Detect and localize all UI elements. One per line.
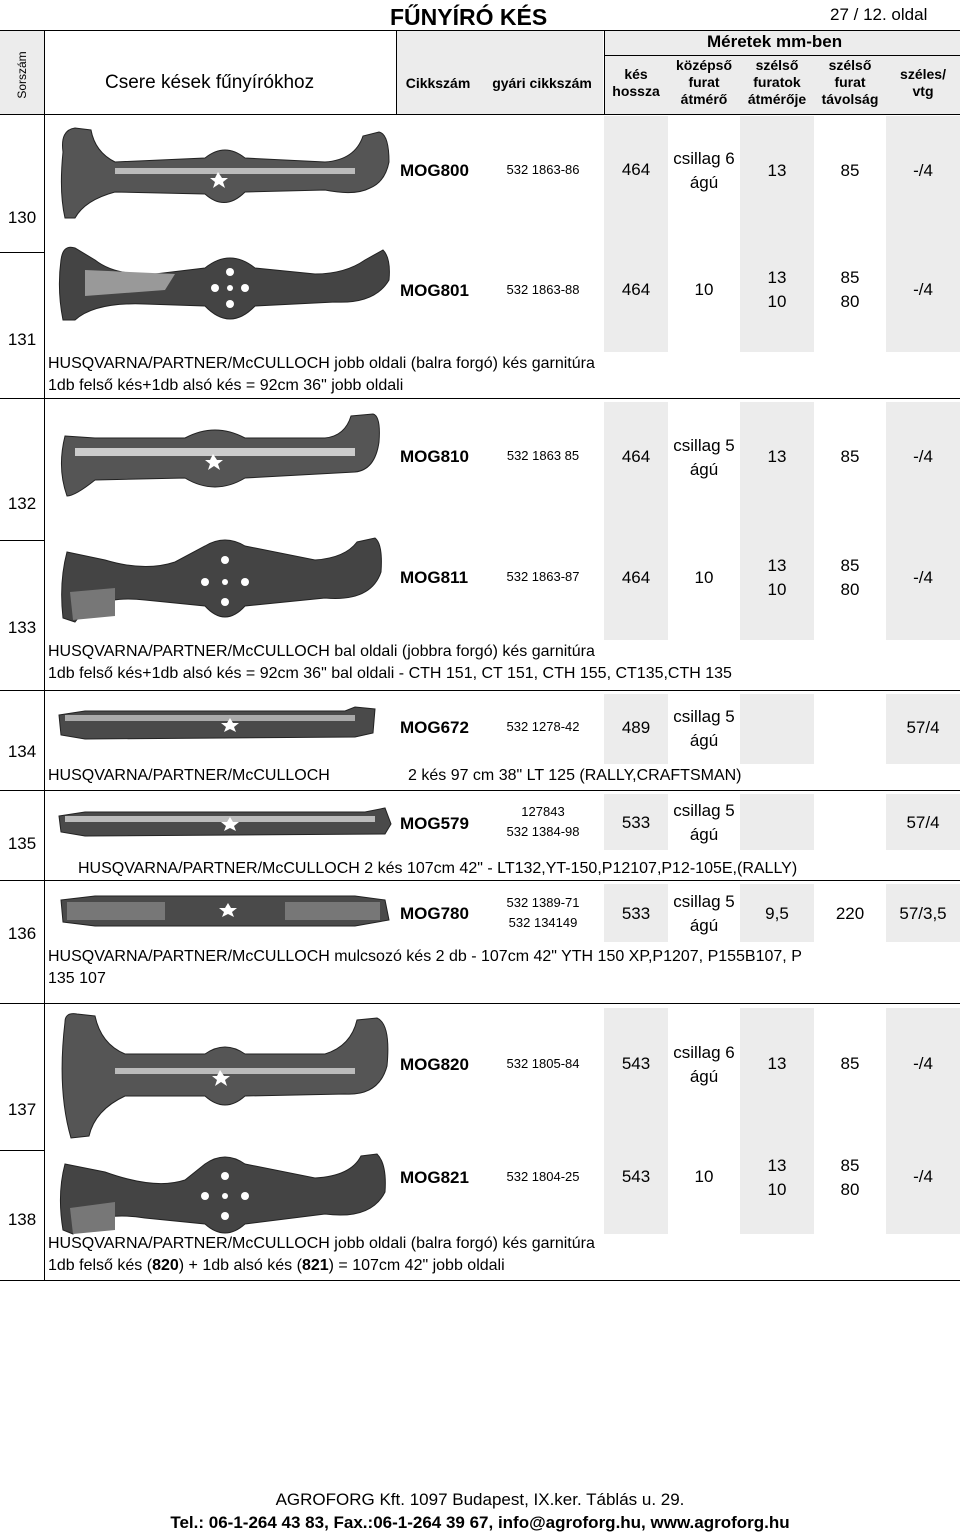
note-part-bold: 821 bbox=[301, 1257, 329, 1274]
gyari-cikkszam-2: 532 1384-98 bbox=[506, 824, 580, 839]
szeles-vtg: 57/4 bbox=[906, 718, 940, 737]
blade-image bbox=[55, 408, 395, 512]
col-gyari-header: gyári cikkszám bbox=[492, 75, 592, 91]
row-note: HUSQVARNA/PARTNER/McCULLOCH 2 kés 107cm 42" - LT132,YT-150,P12107,P12-105E,(RALLY) bbox=[78, 860, 798, 877]
szelso-furat: 13 bbox=[767, 161, 787, 180]
kes-hossza: 543 bbox=[621, 1167, 651, 1186]
kozepso-furat-1: csillag 5 bbox=[673, 436, 735, 455]
blade-image bbox=[55, 240, 395, 340]
grid-line bbox=[0, 880, 960, 881]
row-note: HUSQVARNA/PARTNER/McCULLOCH bbox=[48, 767, 330, 784]
blade-image bbox=[55, 122, 395, 230]
col-shade bbox=[740, 694, 814, 764]
kes-hossza: 464 bbox=[621, 160, 651, 179]
row-number: 133 bbox=[7, 618, 37, 637]
col-szeles-label-2: vtg bbox=[912, 83, 934, 99]
kozepso-furat: 10 bbox=[694, 280, 714, 299]
kozepso-furat bbox=[668, 705, 740, 753]
gyari-cikkszam bbox=[486, 893, 600, 933]
col-shade bbox=[886, 1008, 960, 1234]
szelso-furat: 13 bbox=[767, 447, 787, 466]
gyari-cikkszam-1: 127843 bbox=[521, 804, 565, 819]
col-hossz-header bbox=[604, 66, 668, 100]
row-note: HUSQVARNA/PARTNER/McCULLOCH jobb oldali (balra forgó) kés garnitúra bbox=[48, 355, 595, 372]
szeles-vtg: -/4 bbox=[913, 568, 933, 587]
furat-tavolsag: 220 bbox=[835, 904, 865, 923]
col-szelso-label-3: átmérője bbox=[747, 91, 807, 107]
furat-tavolsag bbox=[815, 266, 885, 314]
szelso-furat bbox=[740, 1154, 814, 1202]
page-number: 27 / 12. oldal bbox=[830, 5, 928, 24]
gyari-cikkszam: 532 1863 85 bbox=[506, 448, 580, 463]
szeles-vtg: -/4 bbox=[913, 447, 933, 466]
blade-image bbox=[55, 1010, 395, 1144]
szelso-furat-2: 10 bbox=[767, 1180, 787, 1199]
grid-line bbox=[604, 30, 605, 114]
col-szeles-header bbox=[886, 66, 960, 100]
furat-tavolsag-2: 80 bbox=[840, 580, 860, 599]
cikkszam: MOG810 bbox=[400, 447, 469, 466]
col-szelso-label-1: szélső bbox=[755, 57, 799, 73]
row-number: 135 bbox=[7, 834, 37, 853]
kes-hossza: 489 bbox=[621, 718, 651, 737]
cikkszam: MOG811 bbox=[400, 568, 469, 587]
row-note bbox=[48, 1255, 505, 1277]
kozepso-furat bbox=[668, 799, 740, 847]
szeles-vtg: 57/3,5 bbox=[899, 904, 947, 923]
note-part: ) + 1db alsó kés ( bbox=[178, 1257, 302, 1274]
kes-hossza: 533 bbox=[621, 904, 651, 923]
szeles-vtg: -/4 bbox=[913, 1167, 933, 1186]
row-number: 131 bbox=[7, 330, 37, 349]
row-note: 1db felső kés+1db alsó kés = 92cm 36" jobb oldali bbox=[48, 377, 404, 394]
col-shade bbox=[740, 794, 814, 850]
szelso-furat: 9,5 bbox=[765, 904, 789, 923]
col-kozep-label-1: középső bbox=[675, 57, 732, 73]
col-szelso-label-2: furatok bbox=[753, 74, 801, 90]
cikkszam: MOG801 bbox=[400, 281, 469, 300]
cikkszam: MOG800 bbox=[400, 161, 469, 180]
gyari-cikkszam-1: 532 1389-71 bbox=[506, 895, 580, 910]
col-shade bbox=[886, 402, 960, 640]
szelso-furat: 13 bbox=[767, 1054, 787, 1073]
grid-line bbox=[44, 30, 45, 114]
col-shade bbox=[740, 402, 814, 640]
grid-line bbox=[44, 114, 45, 1280]
grid-line bbox=[0, 790, 960, 791]
col-tav-label-2: furat bbox=[834, 74, 866, 90]
kozepso-furat-1: csillag 5 bbox=[673, 892, 735, 911]
szelso-furat-2: 10 bbox=[767, 292, 787, 311]
szelso-furat-2: 10 bbox=[767, 580, 787, 599]
kozepso-furat bbox=[668, 434, 740, 482]
kes-hossza: 464 bbox=[621, 280, 651, 299]
footer-address: AGROFORG Kft. 1097 Budapest, IX.ker. Táblás u. 29. bbox=[275, 1490, 685, 1509]
grid-line bbox=[0, 1150, 44, 1151]
szeles-vtg: -/4 bbox=[913, 161, 933, 180]
kozepso-furat-1: csillag 6 bbox=[673, 1043, 735, 1062]
grid-line bbox=[0, 252, 44, 253]
dims-group-header: Méretek mm-ben bbox=[707, 32, 843, 51]
kozepso-furat-2: ágú bbox=[689, 460, 719, 479]
furat-tavolsag: 85 bbox=[840, 1054, 860, 1073]
row-number: 136 bbox=[7, 924, 37, 943]
furat-tavolsag bbox=[815, 554, 885, 602]
kes-hossza: 464 bbox=[621, 568, 651, 587]
row-number: 138 bbox=[7, 1210, 37, 1229]
blade-image bbox=[55, 705, 385, 747]
gyari-cikkszam: 532 1805-84 bbox=[506, 1056, 580, 1071]
gyari-cikkszam: 532 1863-86 bbox=[506, 162, 580, 177]
row-note: 2 kés 97 cm 38" LT 125 (RALLY,CRAFTSMAN) bbox=[408, 767, 742, 784]
furat-tavolsag-1: 85 bbox=[840, 1156, 860, 1175]
gyari-cikkszam: 532 1863-88 bbox=[506, 282, 580, 297]
col-hossz-label-1: kés bbox=[624, 66, 648, 82]
col-desc-header: Csere kések fűnyírókhoz bbox=[105, 72, 315, 93]
szelso-furat bbox=[740, 266, 814, 314]
grid-line bbox=[0, 114, 960, 115]
row-note: HUSQVARNA/PARTNER/McCULLOCH bal oldali (jobbra forgó) kés garnitúra bbox=[48, 643, 595, 660]
blade-image bbox=[55, 1150, 395, 1244]
row-note: 1db felső kés+1db alsó kés = 92cm 36" bal oldali - CTH 151, CT 151, CTH 155, CT135,CTH 135 bbox=[48, 665, 732, 682]
col-sorszam-label: Sorszám bbox=[15, 51, 29, 99]
furat-tavolsag-2: 80 bbox=[840, 292, 860, 311]
cikkszam: MOG672 bbox=[400, 718, 469, 737]
szeles-vtg: -/4 bbox=[913, 1054, 933, 1073]
kes-hossza: 543 bbox=[621, 1054, 651, 1073]
row-number: 137 bbox=[7, 1100, 37, 1119]
grid-line bbox=[0, 540, 44, 541]
kozepso-furat-2: ágú bbox=[689, 731, 719, 750]
blade-image bbox=[55, 804, 395, 844]
szeles-vtg: -/4 bbox=[913, 280, 933, 299]
grid-line bbox=[0, 1280, 960, 1281]
grid-line bbox=[604, 55, 960, 56]
cikkszam: MOG780 bbox=[400, 904, 469, 923]
grid-line bbox=[0, 1003, 960, 1004]
kozepso-furat-1: csillag 6 bbox=[673, 149, 735, 168]
col-kozep-label-2: furat bbox=[688, 74, 720, 90]
note-part-bold: 820 bbox=[152, 1257, 179, 1274]
kozepso-furat-2: ágú bbox=[689, 825, 719, 844]
kes-hossza: 464 bbox=[621, 447, 651, 466]
kozepso-furat bbox=[668, 147, 740, 195]
kozepso-furat-2: ágú bbox=[689, 1067, 719, 1086]
row-number: 130 bbox=[7, 208, 37, 227]
grid-line bbox=[0, 398, 960, 399]
kozepso-furat-1: csillag 5 bbox=[673, 707, 735, 726]
col-shade bbox=[604, 402, 668, 640]
gyari-cikkszam: 532 1804-25 bbox=[506, 1169, 580, 1184]
szelso-furat-1: 13 bbox=[767, 268, 787, 287]
kozepso-furat-1: csillag 5 bbox=[673, 801, 735, 820]
col-szeles-label-1: széles/ bbox=[900, 66, 946, 82]
cikkszam: MOG821 bbox=[400, 1168, 469, 1187]
col-tav-label-3: távolság bbox=[821, 91, 879, 107]
col-shade bbox=[604, 1008, 668, 1234]
page-title: FŰNYÍRÓ KÉS bbox=[390, 4, 548, 30]
note-part: 1db felső kés ( bbox=[48, 1257, 153, 1274]
footer-contact: Tel.: 06-1-264 43 83, Fax.:06-1-264 39 67, info@agroforg.hu, www.agroforg.hu bbox=[170, 1513, 790, 1532]
row-note: HUSQVARNA/PARTNER/McCULLOCH mulcsozó kés 2 db - 107cm 42" YTH 150 XP,P1207, P155B107, P bbox=[48, 948, 802, 965]
furat-tavolsag-1: 85 bbox=[840, 556, 860, 575]
cikkszam: MOG820 bbox=[400, 1055, 469, 1074]
col-shade bbox=[886, 116, 960, 352]
blade-image bbox=[55, 532, 395, 636]
kes-hossza: 533 bbox=[621, 813, 651, 832]
grid-line bbox=[0, 30, 960, 31]
cikkszam: MOG579 bbox=[400, 814, 469, 833]
row-note: HUSQVARNA/PARTNER/McCULLOCH jobb oldali (balra forgó) kés garnitúra bbox=[48, 1235, 595, 1252]
kozepso-furat bbox=[668, 1041, 740, 1089]
blade-image bbox=[55, 890, 395, 934]
col-kozep-label-3: átmérő bbox=[680, 91, 728, 107]
furat-tavolsag: 85 bbox=[840, 447, 860, 466]
grid-line bbox=[0, 690, 960, 691]
col-szelso-header bbox=[740, 57, 814, 108]
header-cell-bg bbox=[396, 30, 603, 114]
furat-tavolsag bbox=[815, 1154, 885, 1202]
kozepso-furat bbox=[668, 890, 740, 938]
col-cikkszam-header: Cikkszám bbox=[405, 75, 471, 91]
col-hossz-label-2: hossza bbox=[612, 83, 660, 99]
row-note: 135 107 bbox=[48, 970, 106, 987]
grid-line bbox=[396, 30, 397, 114]
col-tav-label-1: szélső bbox=[828, 57, 872, 73]
col-kozep-header bbox=[668, 57, 740, 108]
gyari-cikkszam: 532 1863-87 bbox=[506, 569, 580, 584]
kozepso-furat: 10 bbox=[694, 1167, 714, 1186]
col-sorszam-header bbox=[0, 51, 44, 99]
szelso-furat-1: 13 bbox=[767, 556, 787, 575]
furat-tavolsag: 85 bbox=[840, 161, 860, 180]
kozepso-furat-2: ágú bbox=[689, 916, 719, 935]
row-number: 132 bbox=[7, 494, 37, 513]
furat-tavolsag-1: 85 bbox=[840, 268, 860, 287]
col-shade bbox=[604, 116, 668, 352]
kozepso-furat: 10 bbox=[694, 568, 714, 587]
gyari-cikkszam-2: 532 134149 bbox=[508, 915, 578, 930]
szelso-furat bbox=[740, 554, 814, 602]
szelso-furat-1: 13 bbox=[767, 1156, 787, 1175]
note-part: ) = 107cm 42" jobb oldali bbox=[328, 1257, 505, 1274]
gyari-cikkszam: 532 1278-42 bbox=[506, 719, 580, 734]
col-shade bbox=[740, 116, 814, 352]
gyari-cikkszam bbox=[486, 802, 600, 842]
kozepso-furat-2: ágú bbox=[689, 173, 719, 192]
furat-tavolsag-2: 80 bbox=[840, 1180, 860, 1199]
col-tav-header bbox=[815, 57, 885, 108]
szeles-vtg: 57/4 bbox=[906, 813, 940, 832]
row-number: 134 bbox=[7, 742, 37, 761]
